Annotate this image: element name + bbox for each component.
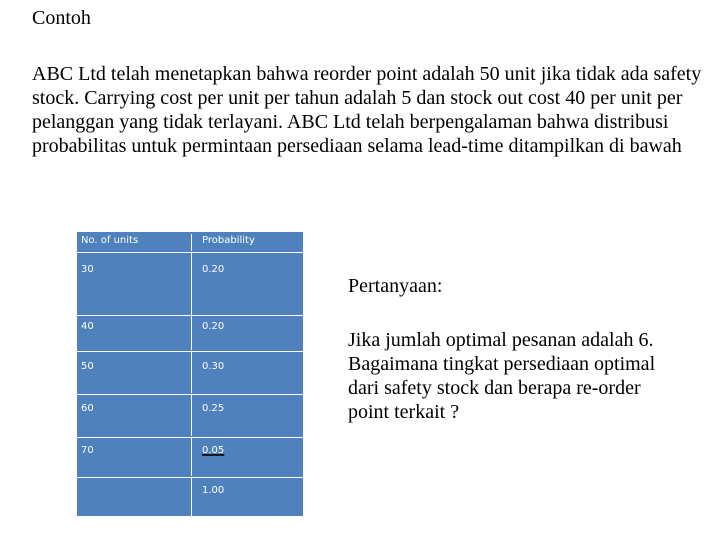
problem-description: ABC Ltd telah menetapkan bahwa reorder point adalah 50 unit jika tidak ada safety stock. Carrying cost per unit per tahun adalah 5 dan stock out cost 40 per unit per pelanggan yang tidak terlayani. ABC Ltd telah berpengalaman bahwa distribusi probabilitas untuk permintaan persediaan selama lead-time ditampilkan di bawah — [32, 63, 702, 157]
table-cell-units: 30 — [77, 253, 192, 315]
question-title: Pertanyaan: — [348, 275, 443, 297]
question-text: Jika jumlah optimal pesanan adalah 6. Bagaimana tingkat persediaan optimal dari safety stock dan berapa re-order point terkait ? — [348, 329, 656, 423]
table-cell-total-probability: 1.00 — [202, 485, 225, 496]
table-cell-units: 40 — [77, 316, 192, 350]
table-cell-probability: 0.20 — [202, 321, 225, 332]
table-cell-probability: 0.20 — [202, 264, 225, 275]
page-heading: Contoh — [32, 7, 91, 29]
table-cell-units: 50 — [77, 352, 192, 393]
probability-table — [77, 232, 303, 516]
table-cell-probability: 0.25 — [202, 403, 225, 414]
table-header-probability: Probability — [202, 235, 255, 246]
table-cell-units: 60 — [77, 395, 192, 436]
table-cell-probability: 0.30 — [202, 361, 225, 372]
table-cell-probability — [193, 438, 303, 476]
table-cell-units — [77, 478, 192, 516]
underlined-probability-value: 0.05 — [202, 445, 225, 456]
table-header-units: No. of units — [77, 234, 192, 251]
table-cell-units: 70 — [77, 438, 192, 476]
